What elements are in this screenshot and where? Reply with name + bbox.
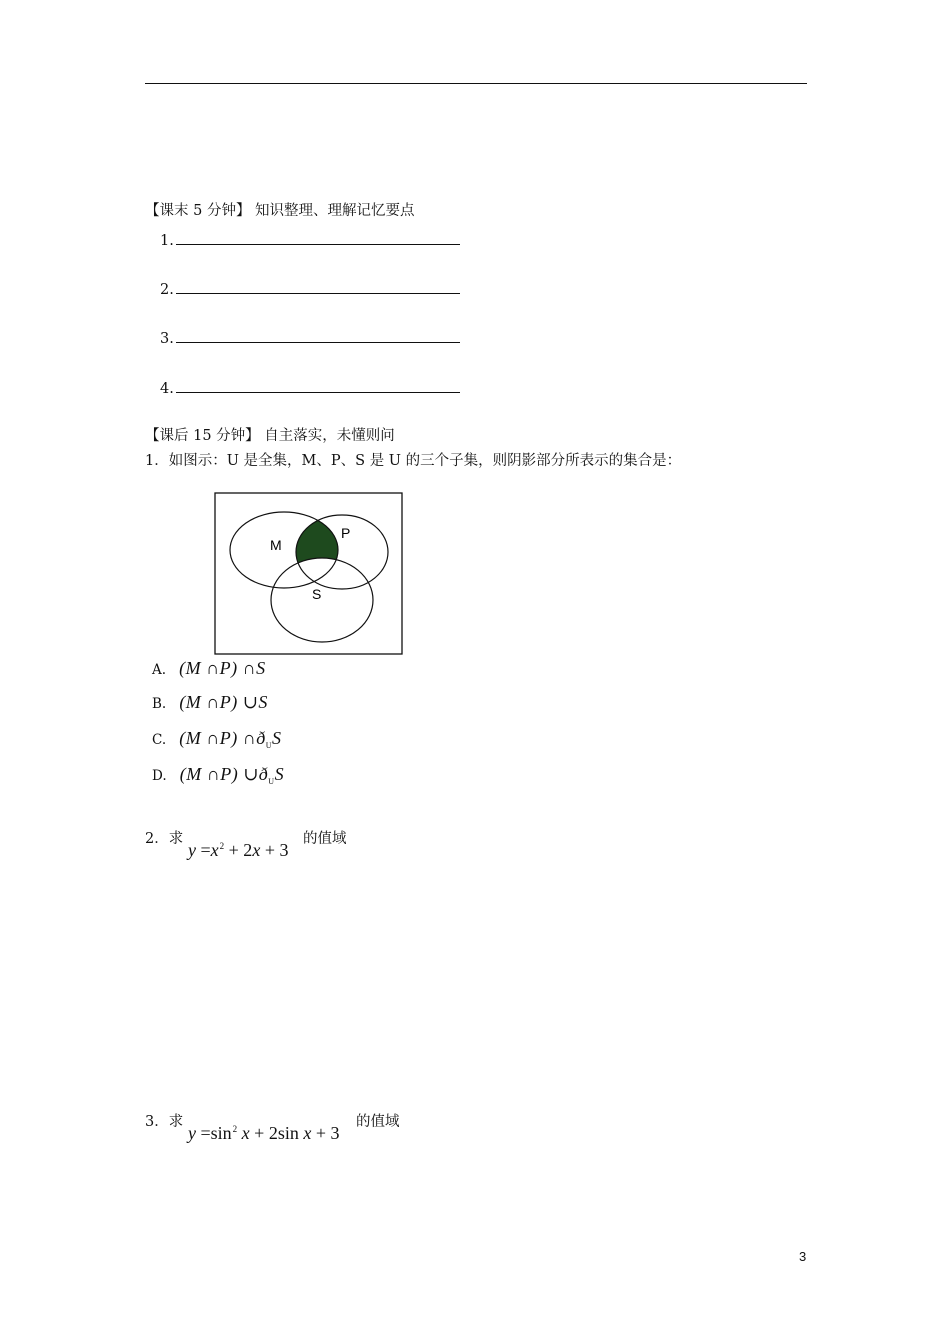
question-3-suffix: 的值域	[356, 1114, 400, 1130]
label-m: M	[270, 537, 282, 553]
expr-tail: S	[274, 764, 285, 784]
complement-subscript: U	[268, 777, 275, 786]
venn-diagram	[214, 492, 404, 656]
summary-item-4	[160, 378, 460, 398]
question-2-prefix: 2．求	[145, 831, 184, 847]
fill-blank-line	[176, 328, 460, 343]
label-p: P	[341, 525, 351, 541]
option-letter: D.	[152, 768, 167, 784]
option-expr	[179, 728, 281, 748]
option-letter: B.	[152, 696, 167, 712]
fill-blank-line	[176, 279, 460, 294]
summary-item-3	[160, 328, 460, 348]
option-letter: A.	[152, 662, 167, 678]
option-expr: (M ∩P) ∪S	[179, 692, 268, 712]
expr-main: (M ∩P) ∪ð	[179, 764, 269, 784]
option-c[interactable]	[152, 728, 282, 750]
expr-main: (M ∩P) ∩ð	[179, 728, 266, 748]
header-rule	[145, 83, 807, 84]
item-number: 3.	[160, 331, 174, 347]
fill-blank-line	[176, 230, 460, 245]
item-number: 1.	[160, 233, 174, 249]
fill-blank-line	[176, 378, 460, 393]
question-1-stem: 1．如图示：U 是全集，M、P、S 是 U 的三个子集，则阴影部分所表示的集合是：	[145, 453, 682, 469]
option-d[interactable]	[152, 764, 284, 786]
question-2-suffix: 的值域	[303, 831, 347, 847]
question-3	[145, 1113, 183, 1131]
question-2	[145, 830, 183, 848]
summary-item-2	[160, 279, 460, 299]
question-2-equation: $y =x^2 + 2x + 3$	[188, 840, 289, 860]
question-3-prefix: 3．求	[145, 1114, 184, 1130]
option-expr	[180, 764, 284, 784]
page-number: 3	[799, 1249, 807, 1264]
option-expr: (M ∩P) ∩S	[179, 658, 266, 678]
option-a[interactable]	[152, 658, 266, 679]
complement-subscript: U	[265, 741, 272, 750]
question-3-equation: $y =\sin^2$ x + 2sin x + 3	[188, 1123, 340, 1143]
expr-tail: S	[272, 728, 282, 748]
summary-item-1	[160, 230, 460, 250]
option-letter: C.	[152, 732, 167, 748]
item-number: 2.	[160, 282, 174, 298]
label-s: S	[312, 586, 322, 602]
set-s-circle	[271, 558, 373, 642]
summary-heading: 【课末 5 分钟】 知识整理、理解记忆要点	[145, 203, 415, 219]
option-b[interactable]	[152, 692, 268, 713]
item-number: 4.	[160, 381, 174, 397]
homework-heading: 【课后 15 分钟】 自主落实，未懂则问	[145, 428, 395, 444]
